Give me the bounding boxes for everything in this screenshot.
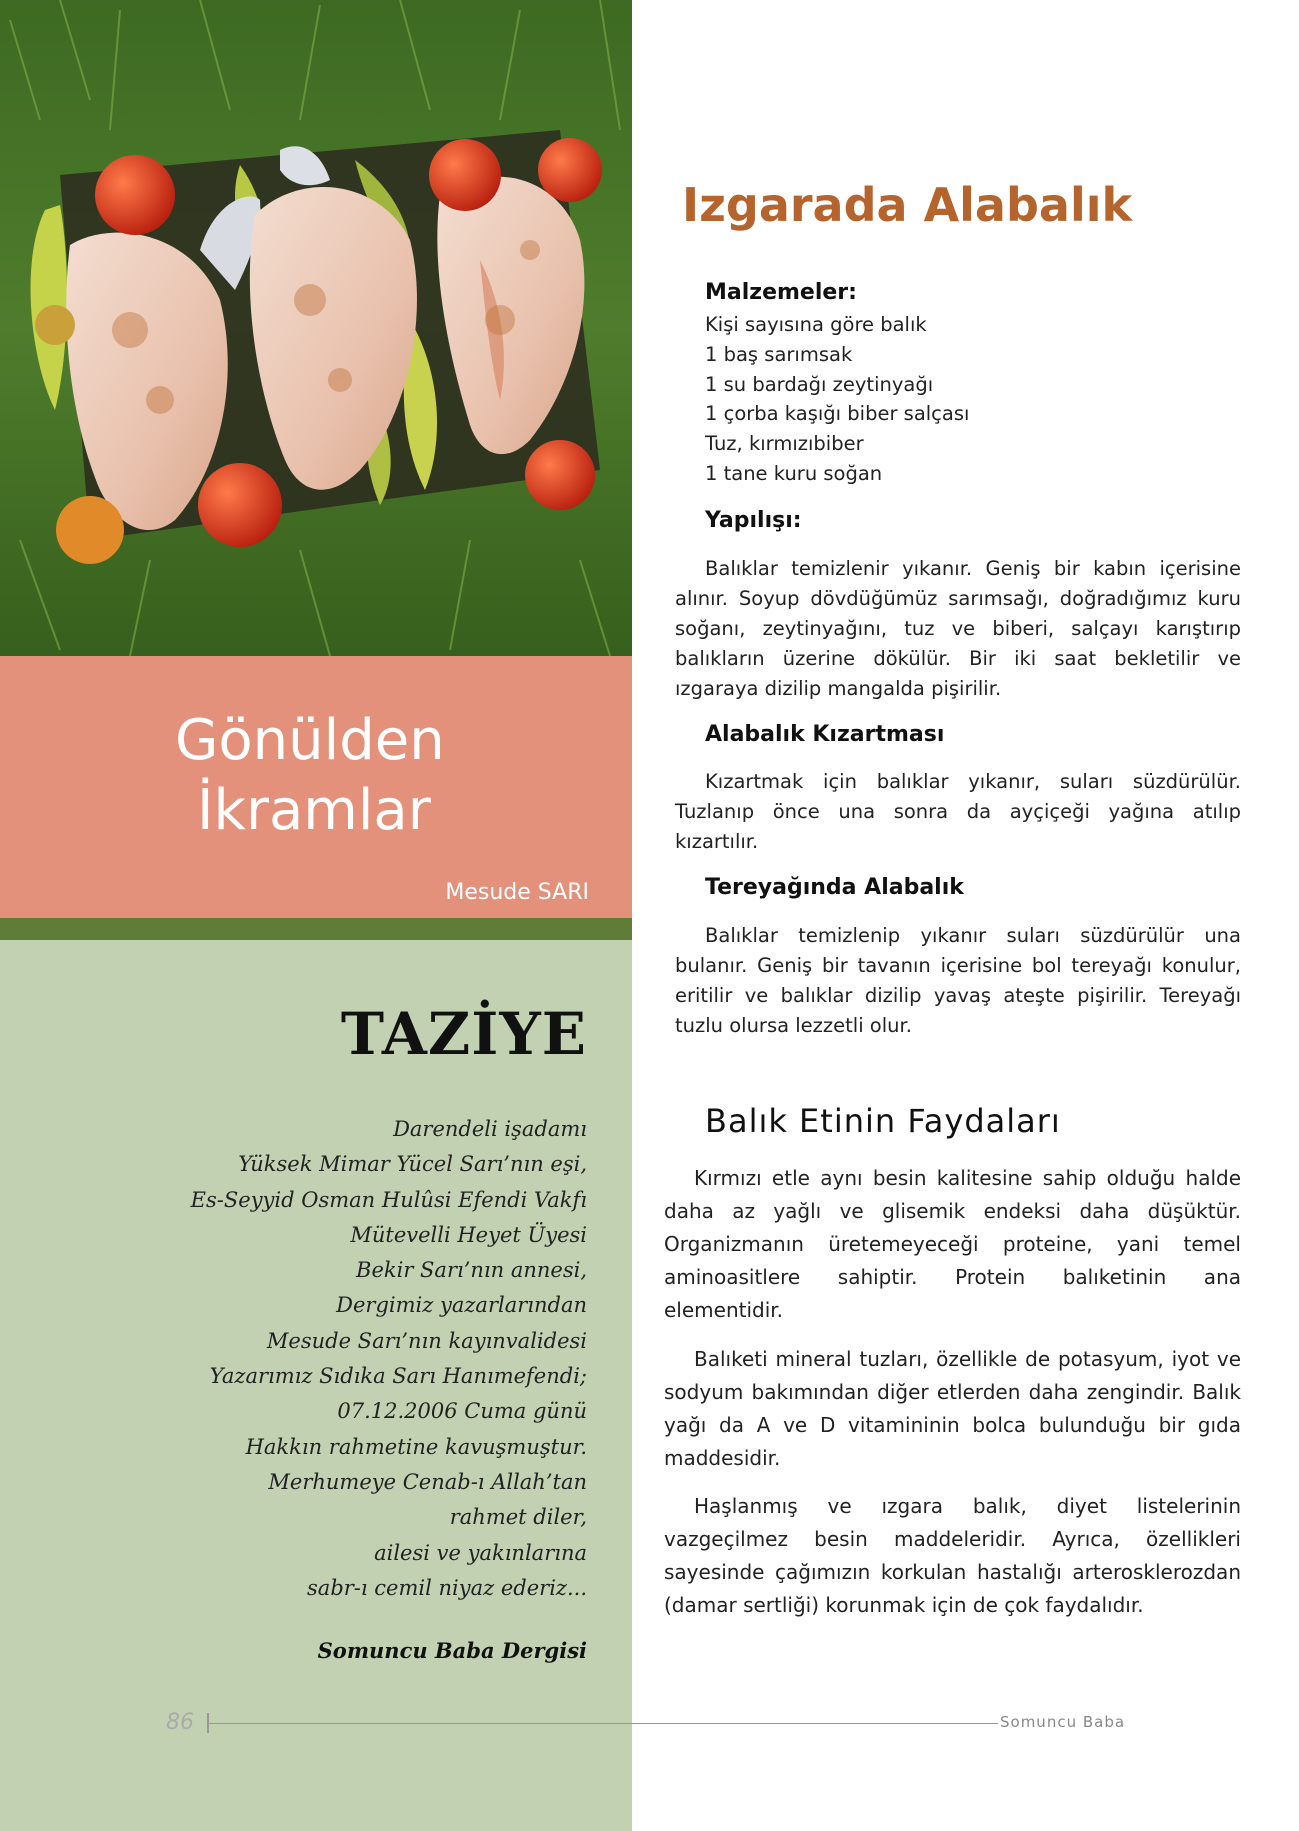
page-number: 86 — [166, 1710, 194, 1735]
fried-paragraph — [675, 767, 1241, 857]
fish-image — [0, 0, 632, 656]
benefits-paragraph — [664, 1490, 1241, 1622]
ingredient-item: 1 su bardağı zeytinyağı — [705, 372, 934, 396]
condolence-line: Dergimiz yazarlarından — [336, 1293, 587, 1318]
ingredient-item: 1 çorba kaşığı biber salçası — [705, 402, 970, 426]
recipe-title: Izgarada Alabalık — [682, 178, 1133, 232]
condolence-line: sabr-ı cemil niyaz ederiz... — [307, 1575, 587, 1600]
butter-paragraph — [675, 921, 1241, 1041]
benefits-text: Haşlanmış ve ızgara balık, diyet listelerinin vazgeçilmez besin maddeleridir. Ayrıca, özellikleri sayesinde çağımızın korkulan hastalığı arterosklerozdan (damar sertliği) korunmak için de çok faydalıdır. — [664, 1494, 1241, 1617]
condolence-line: rahmet diler, — [449, 1505, 587, 1530]
condolence-line: Yazarımız Sıdıka Sarı Hanımefendi; — [209, 1364, 587, 1389]
footer-brand: Somuncu Baba — [1000, 1713, 1126, 1731]
column-title — [175, 706, 445, 846]
benefits-text: Balıketi mineral tuzları, özellikle de potasyum, iyot ve sodyum bakımından diğer etlerden daha zengindir. Balık yağı da A ve D vitamininin bolca bulunduğu bir gıda maddesidir. — [664, 1347, 1241, 1470]
ingredients-list — [705, 310, 969, 489]
method-text: Balıklar temizlenir yıkanır. Geniş bir kabın içerisine alınır. Soyup dövdüğümüz sarımsağı, doğradığımız kuru soğanı, zeytinyağını, tuz ve biberi, salçayı karıştırıp balıkların üzerine dökülür. Bir iki saat bekletilir ve ızgaraya dizilip mangalda pişirilir. — [675, 557, 1241, 700]
condolence-title: TAZİYE — [340, 1000, 587, 1068]
condolence-line: 07.12.2006 Cuma günü — [337, 1399, 587, 1424]
condolence-signature: Somuncu Baba Dergisi — [317, 1638, 587, 1663]
right-column — [632, 0, 1299, 1831]
grilled-trout-photo — [0, 0, 632, 656]
butter-heading: Tereyağında Alabalık — [705, 875, 964, 900]
condolence-line: Bekir Sarı’nın annesi, — [356, 1258, 587, 1283]
ingredients-heading: Malzemeler: — [705, 280, 857, 305]
benefits-text: Kırmızı etle aynı besin kalitesine sahip olduğu halde daha az yağlı ve glisemik endeksi daha düşüktür. Organizmanın üretemeyeceği proteine, yani temel aminoasitlere sahiptir. Protein balıketinin ana elementidir. — [664, 1166, 1241, 1322]
condolence-line: ailesi ve yakınlarına — [374, 1540, 587, 1565]
condolence-line: Hakkın rahmetine kavuşmuştur. — [245, 1434, 587, 1459]
condolence-line: Merhumeye Cenab-ı Allah’tan — [268, 1469, 587, 1494]
fried-text: Kızartmak için balıklar yıkanır, suları süzdürülür. Tuzlanıp önce una sonra da ayçiçeği yağına atılıp kızartılır. — [675, 770, 1241, 853]
condolence-text — [67, 1112, 587, 1606]
butter-text: Balıklar temizlenip yıkanır suları süzdürülür una bulanır. Geniş bir tavanın içerisine bol tereyağı konulur, eritilir ve balıklar dizilip yavaş ateşte pişirilir. Tereyağı tuzlu olursa lezzetli olur. — [675, 924, 1241, 1037]
divider-stripe — [0, 918, 632, 940]
column-title-line2: İkramlar — [197, 778, 431, 843]
ingredient-item: Tuz, kırmızıbiber — [705, 432, 864, 456]
column-title-line1: Gönülden — [175, 708, 445, 773]
footer-rule — [208, 1723, 998, 1724]
condolence-line: Darendeli işadamı — [393, 1117, 587, 1141]
ingredient-item: 1 tane kuru soğan — [705, 461, 883, 485]
column-banner — [0, 656, 632, 918]
benefits-paragraph — [664, 1162, 1241, 1327]
condolence-line: Yüksek Mimar Yücel Sarı’nın eşi, — [238, 1152, 587, 1177]
ingredient-item: 1 baş sarımsak — [705, 342, 853, 366]
condolence-line: Mütevelli Heyet Üyesi — [350, 1222, 587, 1247]
left-column — [0, 0, 632, 1831]
column-author: Mesude SARI — [445, 880, 589, 905]
benefits-title: Balık Etinin Faydaları — [705, 1102, 1061, 1140]
condolence-box — [0, 940, 632, 1831]
ingredient-item: Kişi sayısına göre balık — [705, 313, 927, 336]
method-heading: Yapılışı: — [705, 508, 802, 533]
condolence-line: Es-Seyyid Osman Hulûsi Efendi Vakfı — [190, 1187, 587, 1212]
benefits-paragraph — [664, 1343, 1241, 1475]
method-paragraph — [675, 554, 1241, 704]
fried-heading: Alabalık Kızartması — [705, 722, 945, 747]
condolence-line: Mesude Sarı’nın kayınvalidesi — [266, 1328, 587, 1353]
